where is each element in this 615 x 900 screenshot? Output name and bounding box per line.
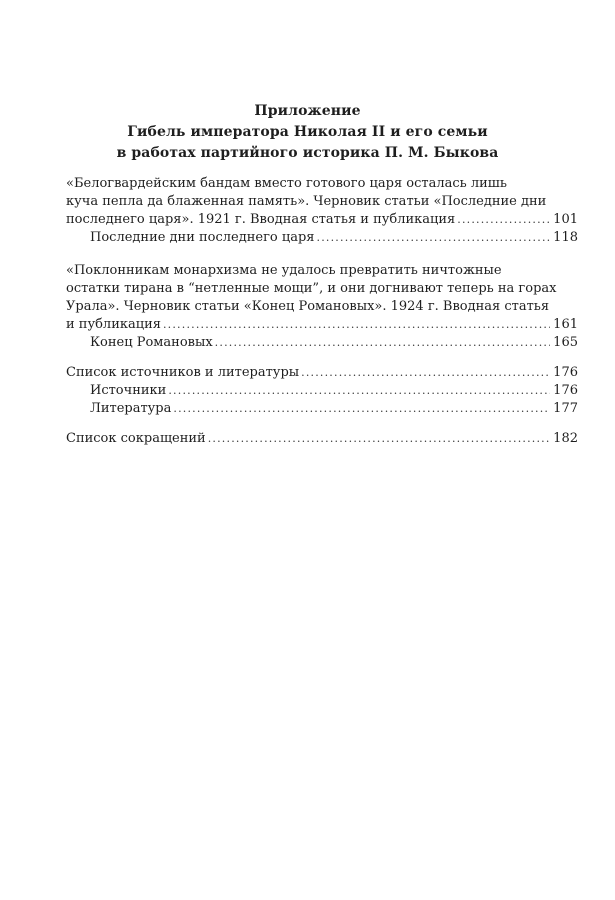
toc-entry-row [66, 430, 578, 448]
toc-entry-literature[interactable] [66, 400, 578, 418]
page-number: 165 [553, 335, 578, 350]
page-number: 182 [553, 431, 578, 446]
toc-entry-line: Урала». Черновик статьи «Конец Романовых». 1924 г. Вводная статья [66, 299, 550, 314]
toc-entry-last-line [66, 211, 578, 229]
appendix-heading [0, 101, 615, 164]
toc-entry-line: «Поклонникам монархизма не удалось превратить ничтожные [66, 263, 502, 278]
toc-entry-sources-and-literature[interactable] [66, 364, 578, 382]
page-number: 177 [553, 401, 578, 416]
dot-leader [215, 334, 551, 352]
toc-entry-title: Последние дни последнего царя [90, 230, 315, 245]
toc-entry-poklonnikam[interactable] [66, 262, 578, 334]
dot-leader [168, 382, 550, 400]
page-number: 176 [553, 365, 578, 380]
toc-entry-title: Список сокращений [66, 431, 206, 446]
toc-entry-title: Источники [90, 383, 167, 398]
dot-leader [317, 229, 551, 247]
toc-entry-belogvardeyskim[interactable] [66, 175, 578, 229]
toc-entry-poslednie-dni[interactable] [66, 229, 578, 247]
toc-entry-row [90, 382, 578, 400]
toc-entry-line: остатки тирана в “нетленные мощи”, и они догнивают теперь на горах [66, 281, 557, 296]
toc-entry-line: и публикация [66, 317, 161, 332]
dot-leader [173, 400, 550, 418]
toc-entry-row [90, 229, 578, 247]
page-number: 161 [553, 317, 578, 332]
page-number: 176 [553, 383, 578, 398]
table-of-contents [66, 175, 578, 448]
toc-entry-abbreviations[interactable] [66, 430, 578, 448]
toc-entry-last-line [66, 316, 578, 334]
dot-leader [208, 430, 550, 448]
heading-line-2: Гибель императора Николая II и его семьи [127, 124, 488, 140]
page-number: 101 [553, 212, 578, 227]
toc-entry-line: «Белогвардейским бандам вместо готового царя осталась лишь [66, 176, 507, 191]
heading-line-1: Приложение [254, 103, 361, 119]
toc-entry-line: куча пепла да блаженная память». Черновик статьи «Последние дни [66, 194, 547, 209]
toc-entry-title: Конец Романовых [90, 335, 213, 350]
dot-leader [301, 364, 550, 382]
toc-entry-row [66, 364, 578, 382]
toc-entry-line: последнего царя». 1921 г. Вводная статья и публикация [66, 212, 456, 227]
toc-entry-title: Список источников и литературы [66, 365, 300, 380]
toc-entry-konets-romanovykh[interactable] [66, 334, 578, 352]
page-number: 118 [553, 230, 578, 245]
heading-line-3: в работах партийного историка П. М. Быкова [116, 145, 499, 161]
toc-entry-row [90, 400, 578, 418]
dot-leader [457, 211, 550, 229]
toc-entry-title: Литература [90, 401, 172, 416]
dot-leader [163, 316, 550, 334]
toc-entry-row [90, 334, 578, 352]
toc-entry-sources[interactable] [66, 382, 578, 400]
